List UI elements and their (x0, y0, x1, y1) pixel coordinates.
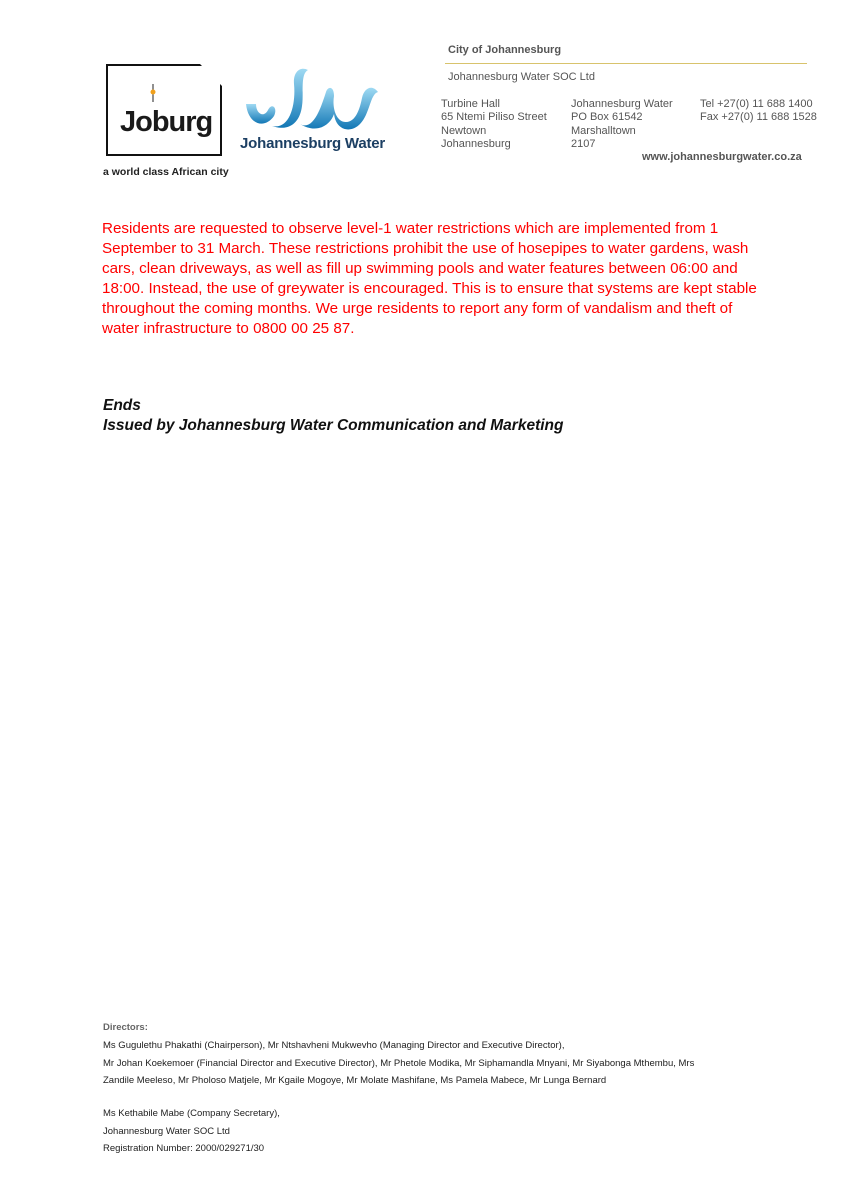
directors-heading: Directors: (103, 1022, 148, 1033)
footer-company-name: Johannesburg Water SOC Ltd (103, 1125, 230, 1137)
company-info (103, 1105, 280, 1158)
ends-label: Ends (103, 397, 141, 414)
address-line: Turbine Hall (441, 98, 500, 110)
address-line: Marshalltown (571, 124, 636, 137)
directors-line: Ms Gugulethu Phakathi (Chairperson), Mr Ntshavheni Mukwevho (Managing Director and Executive Director), (103, 1040, 565, 1051)
joburg-logo-notch (200, 64, 222, 86)
header-divider (445, 63, 807, 64)
joburg-tagline: a world class African city (103, 166, 229, 178)
water-restriction-notice: Residents are requested to observe level-1 water restrictions which are implemented from 1 September to 31 March. These restrictions prohibit the use of hosepipes to water gardens, wash cars, clean driveways, as well as fill up swimming pools and water features between 06:00 and 18:00. Instead, the use of greywater is encouraged. This is to ensure that systems are kept stable throughout the coming months. We urge residents to report any form of vandalism and theft of water infrastructure to 0800 00 25 87. (102, 220, 757, 337)
city-name: City of Johannesburg (448, 44, 562, 56)
company-name: Johannesburg Water SOC Ltd (448, 71, 595, 83)
directors-line: Mr Johan Koekemoer (Financial Director and Executive Director), Mr Phetole Modika, Mr Siphamandla Mnyani, Mr Siyabonga Mthembu, Mrs (103, 1057, 695, 1069)
address-line: Newtown (441, 124, 487, 137)
telephone: Tel +27(0) 11 688 1400 (700, 98, 813, 110)
johannesburg-water-logo-icon (242, 64, 392, 134)
address-line: Johannesburg Water (571, 98, 673, 110)
address-line: Johannesburg (441, 138, 511, 151)
directors-line: Zandile Meeleso, Mr Pholoso Matjele, Mr Kgaile Mogoye, Mr Molate Mashifane, Ms Pamela Mabece, Mr Lunga Bernard (103, 1075, 607, 1086)
address-line: 2107 (571, 138, 596, 151)
directors-list (103, 1037, 743, 1090)
joburg-sun-icon (146, 84, 160, 104)
website-link[interactable]: www.johannesburgwater.co.za (642, 151, 802, 163)
registration-number: Registration Number: 2000/029271/30 (103, 1143, 265, 1154)
fax: Fax +27(0) 11 688 1528 (700, 111, 817, 124)
postal-address (571, 98, 673, 152)
joburg-logo-word: Joburg (120, 106, 213, 138)
johannesburg-water-logo-name: Johannesburg Water (240, 135, 386, 152)
closing-block (103, 396, 563, 436)
issued-by: Issued by Johannesburg Water Communication and Marketing (103, 417, 564, 434)
contact-numbers (700, 98, 817, 125)
address-line: PO Box 61542 (571, 111, 643, 124)
address-line: 65 Ntemi Piliso Street (441, 111, 547, 124)
company-secretary: Ms Kethabile Mabe (Company Secretary), (103, 1108, 280, 1119)
street-address (441, 98, 547, 152)
